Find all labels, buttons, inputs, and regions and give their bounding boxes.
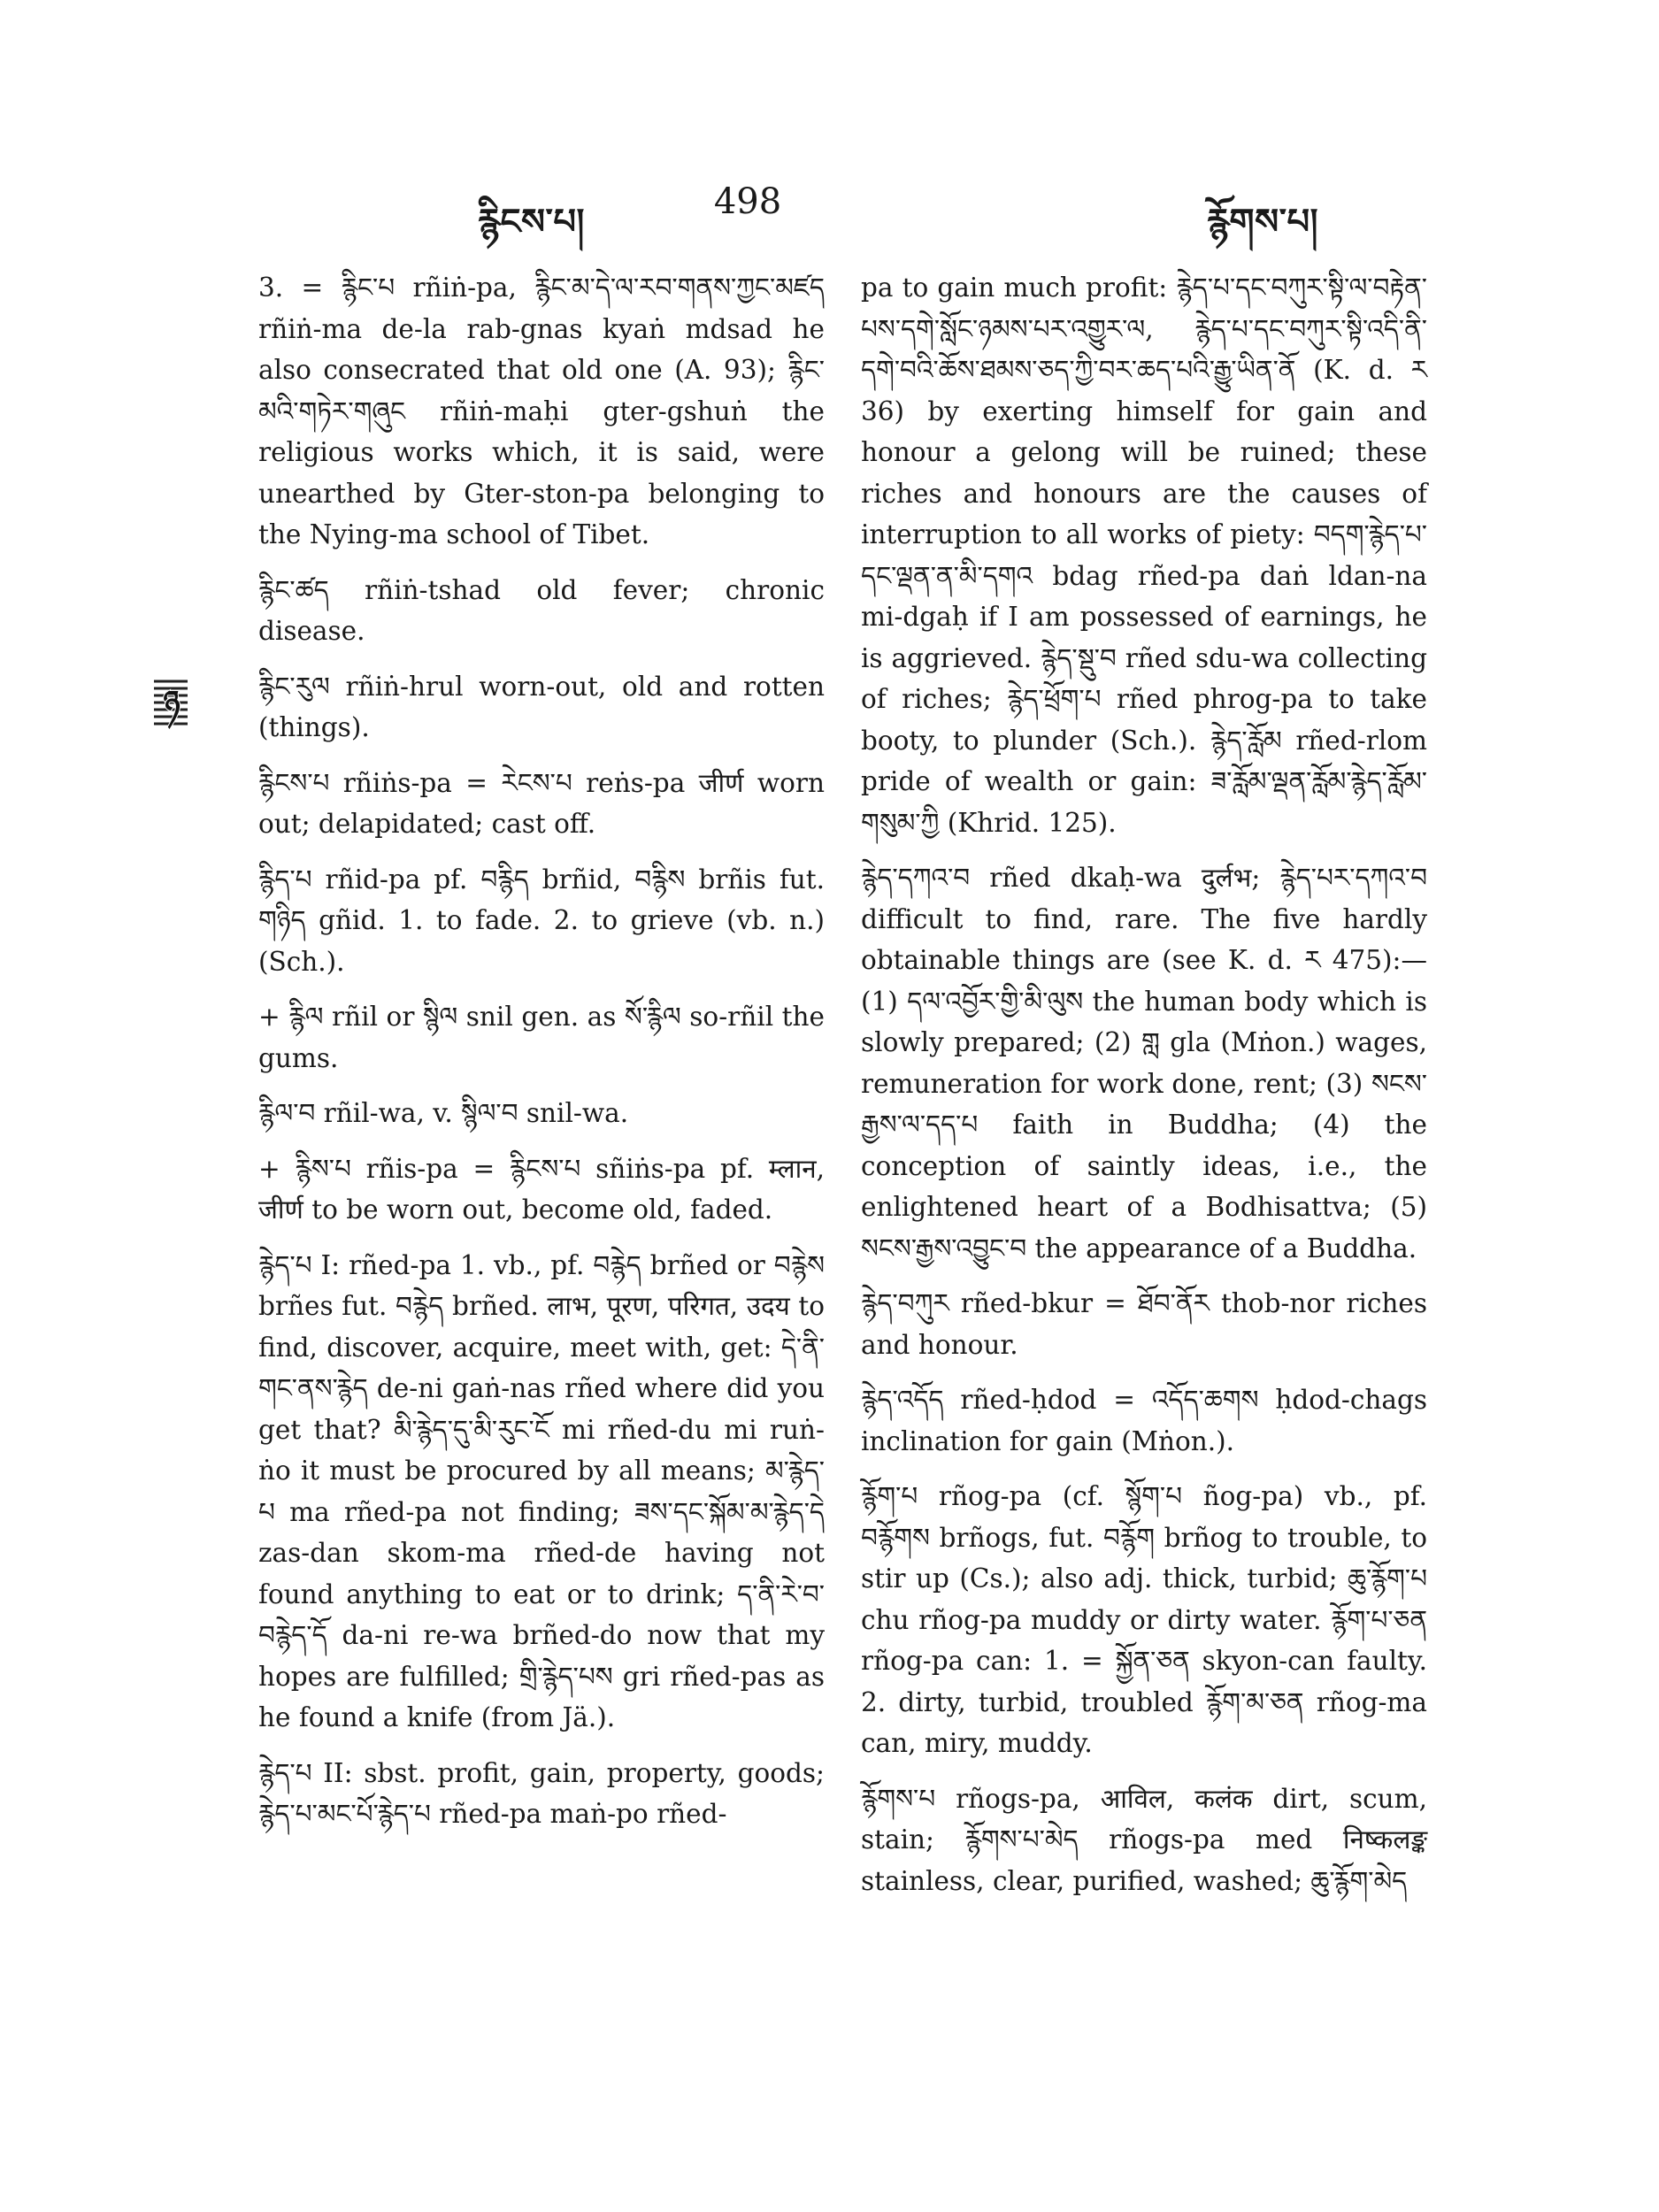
dictionary-entry: + རྙིས་པ rñis-pa = རྙིངས་པ sñiṅs-pa pf. म्लान, जीर्ण to be worn out, become old, faded. — [258, 1153, 825, 1225]
dictionary-entry: རྙིངས་པ rñiṅs-pa = རེངས་པ reṅs-pa जीर्ण worn out; delapidated; cast off. — [258, 767, 825, 839]
dictionary-entry: 3. = རྙིང་པ rñiṅ-pa, རྙིང་མ་དེ་ལ་རབ་གནས་ཀྱང་མཛད rñiṅ-ma de-la rab-gnas kyaṅ mdsad he also consecrated that old one (A. 93); རྙིང་མའི་གཏེར་གཞུང rñiṅ-maḥi gter-gshuṅ the religious works which, it is said, were unearthed by Gter-ston-pa belonging to the Nying-ma school of Tibet. — [258, 273, 825, 549]
dictionary-entry: རྙེད་དཀའ་བ rñed dkaḥ-wa दुर्लभ; རྙེད་པར་དཀའ་བ difficult to find, rare. The five hardly obtainable things are (see K. d. ར 475):— (1) དལ་འབྱོར་གྱི་མི་ལུས the human body which is slowly prepared; (2) གླ gla (Mṅon.) wages, remuneration for work done, rent; (3) སངས་རྒྱས་ལ་དད་པ faith in Buddha; (4) the conception of saintly ideas, i.e., the enlightened heart of a Bodhisattva; (5) སངས་རྒྱས་འབྱུང་བ the appearance of a Buddha. — [861, 863, 1427, 1263]
dictionary-entry: རྙིད་པ rñid-pa pf. བརྙིད brñid, བརྙིས brñis fut. གཉིད gñid. 1. to fade. 2. to grieve (vb. n.) (Sch.). — [258, 864, 825, 977]
dictionary-entry: རྙེད་པ II: sbst. profit, gain, property, goods; རྙེད་པ་མང་པོ་རྙེད་པ rñed-pa maṅ-po rñed- — [258, 1757, 825, 1829]
right-column — [861, 267, 1427, 1916]
dictionary-entry: རྙིང་ཚད rñiṅ-tshad old fever; chronic disease. — [258, 574, 825, 646]
dictionary-entry: རྙེད་འདོད rñed-ḥdod = འདོད་ཆགས ḥdod-chags inclination for gain (Mṅon.). — [861, 1385, 1427, 1456]
left-column — [258, 267, 825, 1849]
svg-text:ཉ: ཉ — [163, 685, 180, 721]
dictionary-entry: རྙིང་རུལ rñiṅ-hrul worn-out, old and rotten (things). — [258, 671, 825, 742]
page-number: 498 — [713, 181, 782, 222]
dictionary-entry: pa to gain much profit: རྙེད་པ་དང་བཀུར་སྟི་ལ་བརྟེན་པས་དགེ་སློང་ཉམས་པར་འགྱུར་ལ, རྙེད་པ་དང་བཀུར་སྟི་འདི་ནི་དགེ་བའི་ཆོས་ཐམས་ཅད་ཀྱི་བར་ཆད་པའི་རྒྱུ་ཡིན་ནོ (K. d. ར 36) by exerting himself for gain and honour a gelong will be ruined; these riches and honours are the causes of interruption to all works of piety: བདག་རྙེད་པ་དང་ལྡན་ན་མི་དགའ bdag rñed-pa daṅ ldan-na mi-dgaḥ if I am possessed of earnings, he is aggrieved. རྙེད་སྡུ་བ rñed sdu-wa collecting of riches; རྙེད་ཕྲོག་པ rñed phrog-pa to take booty, to plunder (Sch.). རྙེད་རློམ rñed-rlom pride of wealth or gain: ཟ་རློམ་ལྡན་རློམ་རྙེད་རློམ་གསུམ་ཀྱི (Khrid. 125). — [861, 273, 1427, 838]
dictionary-entry: + རྙིལ rñil or སྙིལ snil gen. as སོ་རྙིལ so-rñil the gums. — [258, 1002, 825, 1073]
dictionary-entry: རྙོགས་པ rñogs-pa, आविल, कलंक dirt, scum, stain; རྙོགས་པ་མེད rñogs-pa med निष्कलङ्क stainless, clear, purified, washed; ཆུ་རྙོག་མེད — [861, 1783, 1427, 1896]
dictionary-entry: རྙེད་བཀུར rñed-bkur = ཐོབ་ནོར thob-nor riches and honour. — [861, 1288, 1427, 1360]
right-running-headword: རྙོགས་པ། — [1207, 201, 1318, 242]
thumb-index-icon — [152, 674, 193, 729]
dictionary-entry: རྙིལ་བ rñil-wa, v. སྙིལ་བ snil-wa. — [258, 1098, 629, 1128]
dictionary-entry: རྙོག་པ rñog-pa (cf. སྙོག་པ ñog-pa) vb., pf. བརྙོགས brñogs, fut. བརྙོག brñog to trouble, to stir up (Cs.); also adj. thick, turbid; ཆུ་རྙོག་པ chu rñog-pa muddy or dirty water. རྙོག་པ་ཅན rñog-pa can: 1. = སྐྱོན་ཅན skyon-can faulty. 2. dirty, turbid, troubled རྙོག་མ་ཅན rñog-ma can, miry, muddy. — [861, 1481, 1427, 1758]
page-header — [257, 181, 1318, 242]
left-running-headword: རྙིངས་པ། — [478, 201, 585, 242]
dictionary-entry: རྙེད་པ I: rñed-pa 1. vb., pf. བརྙེད brñed or བརྙེས brñes fut. བརྙེད brñed. लाभ, पूरण, परिगत, उदय to find, discover, acquire, meet with, get: དེ་ནི་གང་ནས་རྙེད de-ni gaṅ-nas rñed where did you get that? མི་རྙེད་དུ་མི་རུང་ངོ mi rñed-du mi ruṅ-ṅo it must be procured by all means; མ་རྙེད་པ ma rñed-pa not finding; ཟས་དང་སྐོམ་མ་རྙེད་དེ zas-dan skom-ma rñed-de having not found anything to eat or to drink; ད་ནི་རེ་བ་བརྙེད་དོ da-ni re-wa brñed-do now that my hopes are fulfilled; གྲི་རྙེད་པས gri rñed-pas as he found a knife (from Jä.). — [258, 1249, 825, 1732]
